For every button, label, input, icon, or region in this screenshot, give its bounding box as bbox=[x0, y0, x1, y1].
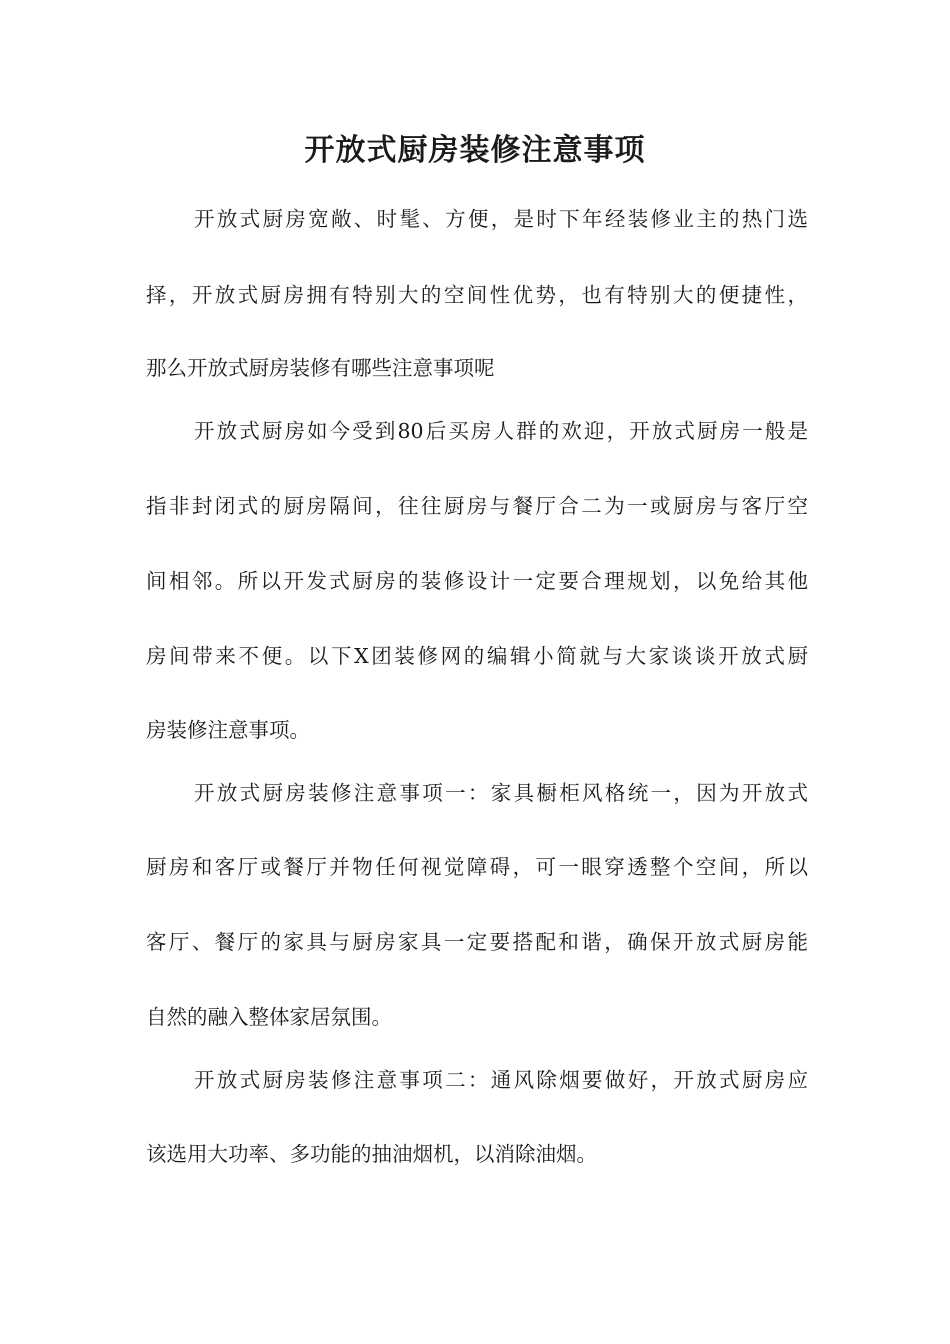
paragraph-1-line-1: 开放式厨房宽敞、时髦、方便，是时下年经装修业主的热门选 bbox=[194, 207, 808, 231]
paragraph-1-line-2: 择，开放式厨房拥有特别大的空间性优势，也有特别大的便捷性， bbox=[146, 283, 808, 307]
paragraph-2-line-2: 指非封闭式的厨房隔间，往往厨房与餐厅合二为一或厨房与客厅空 bbox=[146, 494, 808, 518]
paragraph-3-line-1: 开放式厨房装修注意事项一：家具橱柜风格统一，因为开放式 bbox=[194, 781, 808, 805]
paragraph-1-line-3: 那么开放式厨房装修有哪些注意事项呢 bbox=[146, 356, 495, 380]
paragraph-3-line-2: 厨房和客厅或餐厅并物任何视觉障碍，可一眼穿透整个空间，所以 bbox=[146, 855, 808, 879]
paragraph-4-line-2: 该选用大功率、多功能的抽油烟机，以消除油烟。 bbox=[146, 1142, 597, 1166]
paragraph-2-line-3: 间相邻。所以开发式厨房的装修设计一定要合理规划，以免给其他 bbox=[146, 569, 808, 593]
paragraph-3-line-4: 自然的融入整体家居氛围。 bbox=[146, 1005, 392, 1029]
paragraph-2-line-5: 房装修注意事项。 bbox=[146, 718, 310, 742]
paragraph-4-line-1: 开放式厨房装修注意事项二：通风除烟要做好，开放式厨房应 bbox=[194, 1068, 808, 1092]
paragraph-3-line-3: 客厅、餐厅的家具与厨房家具一定要搭配和谐，确保开放式厨房能 bbox=[146, 930, 808, 954]
paragraph-2-line-1: 开放式厨房如今受到80后买房人群的欢迎，开放式厨房一般是 bbox=[194, 419, 808, 443]
paragraph-2-line-4: 房间带来不便。以下X团装修网的编辑小简就与大家谈谈开放式厨 bbox=[146, 644, 808, 668]
document-title: 开放式厨房装修注意事项 bbox=[304, 133, 646, 168]
